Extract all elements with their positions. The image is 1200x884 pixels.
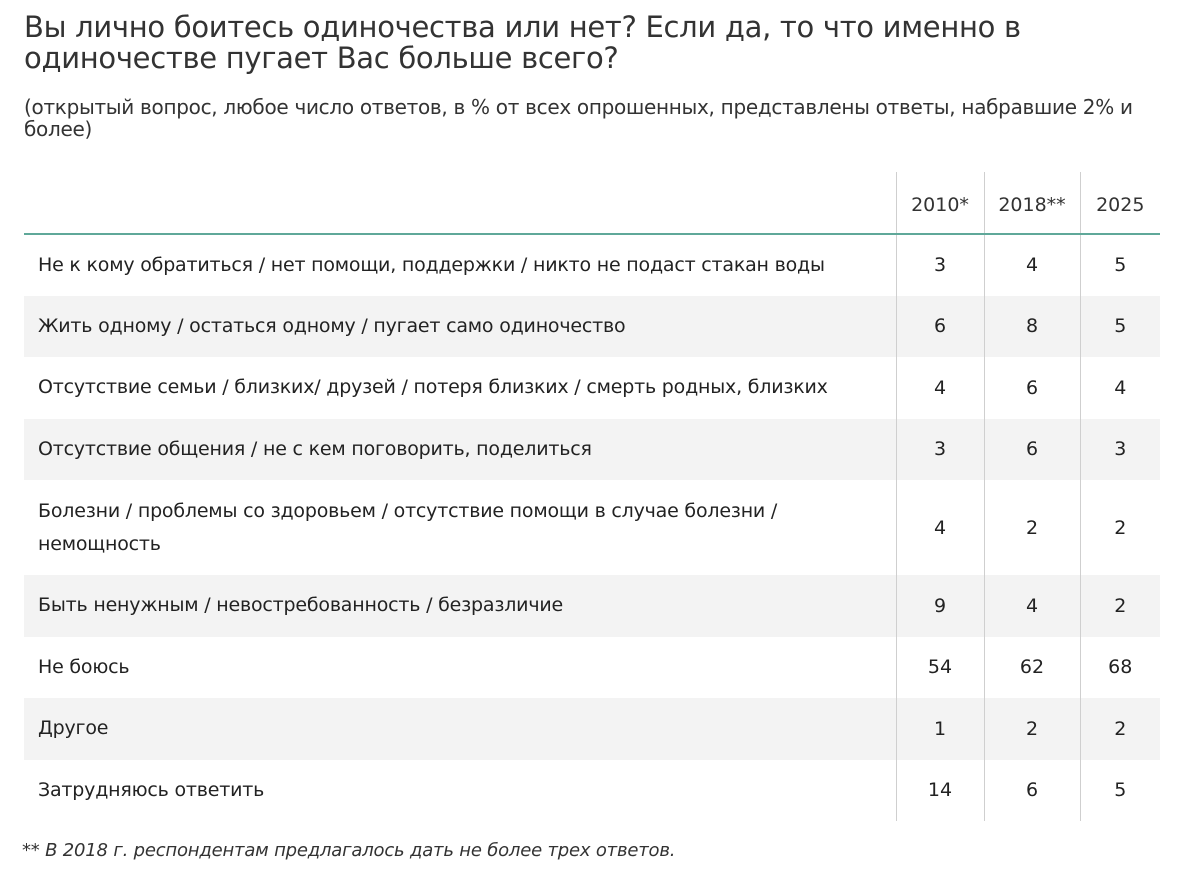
table-row	[24, 296, 1160, 358]
table-row	[24, 357, 1160, 419]
cell-2018: 2	[984, 698, 1080, 760]
cell-2025: 5	[1080, 760, 1160, 822]
cell-2025: 5	[1080, 234, 1160, 296]
cell-2025: 2	[1080, 575, 1160, 637]
cell-2010: 1	[896, 698, 984, 760]
cell-2025: 68	[1080, 637, 1160, 699]
row-label: Болезни / проблемы со здоровьем / отсутствие помощи в случае болезни / немощность	[38, 499, 778, 555]
cell-2018: 6	[984, 760, 1080, 822]
cell-2025: 2	[1080, 698, 1160, 760]
row-label: Отсутствие общения / не с кем поговорить, поделиться	[24, 419, 896, 481]
row-label: Быть ненужным / невостребованность / безразличие	[24, 575, 896, 637]
cell-2010: 14	[896, 760, 984, 822]
table-row	[24, 760, 1160, 822]
cell-2018: 4	[984, 575, 1080, 637]
cell-2025: 5	[1080, 296, 1160, 358]
cell-2018: 4	[984, 234, 1080, 296]
page-subtitle: (открытый вопрос, любое число ответов, в % от всех опрошенных, представлены ответы, набравшие 2% и более)	[24, 95, 1133, 141]
row-label: Другое	[24, 698, 896, 760]
cell-2010: 9	[896, 575, 984, 637]
row-label: Отсутствие семьи / близких/ друзей / потеря близких / смерть родных, близких	[38, 376, 828, 399]
table-row	[24, 234, 1160, 296]
cell-2025: 2	[1080, 480, 1160, 575]
survey-table-container	[24, 172, 1160, 821]
cell-2010: 4	[896, 480, 984, 575]
cell-2025: 4	[1080, 357, 1160, 419]
row-label: Не к кому обратиться / нет помощи, поддержки / никто не подаст стакан воды	[38, 253, 825, 276]
page-title: Вы лично боитесь одиночества или нет? Если да, то что именно в одиночестве пугает Вас больше всего?	[24, 10, 1021, 75]
cell-2010: 3	[896, 234, 984, 296]
table-row	[24, 637, 1160, 699]
header-label-column	[24, 172, 896, 234]
cell-2010: 6	[896, 296, 984, 358]
row-label: Не боюсь	[38, 655, 130, 678]
table-row	[24, 698, 1160, 760]
row-label: Затрудняюсь ответить	[38, 778, 265, 801]
footnote: ** В 2018 г. респондентам предлагалось дать не более трех ответов.	[22, 840, 676, 861]
table-row	[24, 575, 1160, 637]
cell-2010: 3	[896, 419, 984, 481]
table-header-row	[24, 172, 1160, 234]
cell-2025: 3	[1080, 419, 1160, 481]
cell-2018: 8	[984, 296, 1080, 358]
cell-2010: 54	[896, 637, 984, 699]
table-row	[24, 480, 1160, 575]
cell-2010: 4	[896, 357, 984, 419]
cell-2018: 6	[984, 419, 1080, 481]
cell-2018: 62	[984, 637, 1080, 699]
row-label: Жить одному / остаться одному / пугает само одиночество	[24, 296, 896, 358]
cell-2018: 2	[984, 480, 1080, 575]
header-year-2018: 2018**	[984, 172, 1080, 234]
table-row	[24, 419, 1160, 481]
header-year-2010: 2010*	[896, 172, 984, 234]
cell-2018: 6	[984, 357, 1080, 419]
survey-table	[24, 172, 1160, 821]
header-year-2025: 2025	[1080, 172, 1160, 234]
